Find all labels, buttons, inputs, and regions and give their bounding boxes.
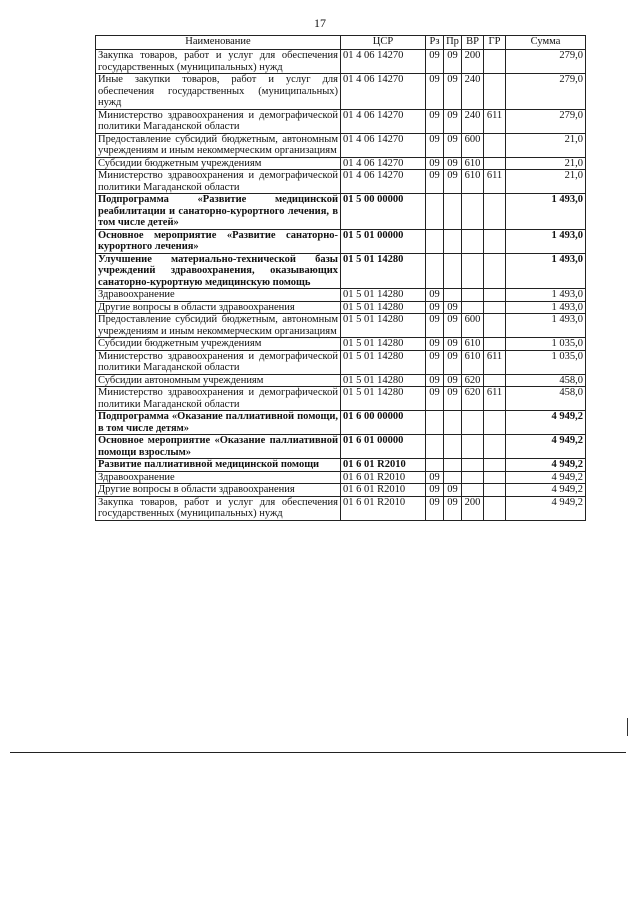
cell-pr: 09 — [444, 496, 462, 520]
cell-sum: 1 493,0 — [506, 314, 586, 338]
cell-rz: 09 — [426, 109, 444, 133]
cell-vr: 620 — [462, 387, 484, 411]
cell-sum: 21,0 — [506, 133, 586, 157]
page-number: 17 — [314, 16, 326, 30]
cell-vr — [462, 411, 484, 435]
cell-pr — [444, 435, 462, 459]
cell-name: Субсидии бюджетным учреждениям — [96, 157, 341, 170]
cell-sum: 458,0 — [506, 387, 586, 411]
cell-vr — [462, 471, 484, 484]
cell-rz — [426, 194, 444, 230]
cell-csr: 01 6 01 00000 — [341, 435, 426, 459]
cell-sum: 1 035,0 — [506, 338, 586, 351]
cell-vr: 610 — [462, 170, 484, 194]
cell-name: Субсидии автономным учреждениям — [96, 374, 341, 387]
table-row — [96, 435, 586, 459]
cell-csr: 01 4 06 14270 — [341, 170, 426, 194]
cell-sum: 4 949,2 — [506, 484, 586, 497]
cell-csr: 01 5 01 14280 — [341, 253, 426, 289]
header-vr: ВР — [462, 36, 484, 50]
cell-sum: 21,0 — [506, 170, 586, 194]
cell-vr: 240 — [462, 74, 484, 110]
cell-pr: 09 — [444, 374, 462, 387]
cell-name: Основное мероприятие «Развитие санаторно-курортного лечения» — [96, 229, 341, 253]
cell-pr — [444, 289, 462, 302]
cell-gr — [484, 194, 506, 230]
cell-vr: 610 — [462, 338, 484, 351]
cell-rz — [426, 435, 444, 459]
table-row — [96, 50, 586, 74]
header-pr: Пр — [444, 36, 462, 50]
cell-gr — [484, 229, 506, 253]
cell-sum: 4 949,2 — [506, 496, 586, 520]
table-row — [96, 301, 586, 314]
cell-sum: 4 949,2 — [506, 459, 586, 472]
cell-sum: 279,0 — [506, 109, 586, 133]
table-row — [96, 170, 586, 194]
cell-csr: 01 4 06 14270 — [341, 50, 426, 74]
cell-name: Развитие паллиативной медицинской помощи — [96, 459, 341, 472]
cell-name: Министерство здравоохранения и демографической политики Магаданской области — [96, 170, 341, 194]
cell-pr — [444, 411, 462, 435]
cell-gr: 611 — [484, 387, 506, 411]
cell-gr — [484, 50, 506, 74]
table-row — [96, 411, 586, 435]
cell-pr — [444, 194, 462, 230]
cell-rz: 09 — [426, 350, 444, 374]
cell-sum: 279,0 — [506, 50, 586, 74]
cell-vr — [462, 253, 484, 289]
cell-vr — [462, 194, 484, 230]
cell-pr: 09 — [444, 74, 462, 110]
table-row — [96, 314, 586, 338]
header-rz: Рз — [426, 36, 444, 50]
cell-gr — [484, 459, 506, 472]
cell-csr: 01 6 01 R2010 — [341, 471, 426, 484]
cell-gr — [484, 471, 506, 484]
table-header-row — [96, 36, 586, 50]
cell-rz: 09 — [426, 314, 444, 338]
cell-gr — [484, 301, 506, 314]
cell-rz: 09 — [426, 170, 444, 194]
cell-sum: 1 493,0 — [506, 253, 586, 289]
table-row — [96, 459, 586, 472]
cell-vr: 240 — [462, 109, 484, 133]
cell-vr: 620 — [462, 374, 484, 387]
cell-vr — [462, 301, 484, 314]
cell-csr: 01 5 01 14280 — [341, 338, 426, 351]
cell-pr: 09 — [444, 133, 462, 157]
table-row — [96, 338, 586, 351]
cell-name: Здравоохранение — [96, 289, 341, 302]
table-row — [96, 471, 586, 484]
cell-sum: 1 493,0 — [506, 194, 586, 230]
cell-csr: 01 5 01 14280 — [341, 289, 426, 302]
table-row — [96, 496, 586, 520]
table-row — [96, 374, 586, 387]
cell-csr: 01 5 01 00000 — [341, 229, 426, 253]
cell-csr: 01 5 01 14280 — [341, 387, 426, 411]
cell-pr: 09 — [444, 387, 462, 411]
cell-csr: 01 5 01 14280 — [341, 374, 426, 387]
cell-csr: 01 4 06 14270 — [341, 109, 426, 133]
cell-pr: 09 — [444, 157, 462, 170]
cell-pr — [444, 253, 462, 289]
cell-rz: 09 — [426, 496, 444, 520]
cell-pr — [444, 229, 462, 253]
cell-vr: 600 — [462, 314, 484, 338]
cell-csr: 01 4 06 14270 — [341, 157, 426, 170]
cell-gr — [484, 133, 506, 157]
cell-rz: 09 — [426, 289, 444, 302]
cell-csr: 01 5 00 00000 — [341, 194, 426, 230]
cell-rz: 09 — [426, 471, 444, 484]
cell-vr — [462, 229, 484, 253]
cell-sum: 1 493,0 — [506, 301, 586, 314]
cell-name: Подпрограмма «Развитие медицинской реабилитации и санаторно-курортного лечения, в том числе детей» — [96, 194, 341, 230]
cell-csr: 01 6 00 00000 — [341, 411, 426, 435]
cell-rz — [426, 459, 444, 472]
cell-sum: 1 493,0 — [506, 229, 586, 253]
cell-pr — [444, 459, 462, 472]
cell-rz: 09 — [426, 387, 444, 411]
budget-table — [95, 35, 586, 521]
cell-name: Предоставление субсидий бюджетным, автономным учреждениям и иным некоммерческим организациям — [96, 314, 341, 338]
cell-gr — [484, 289, 506, 302]
cell-gr: 611 — [484, 109, 506, 133]
header-name: Наименование — [96, 36, 341, 50]
cell-pr — [444, 471, 462, 484]
cell-vr: 610 — [462, 350, 484, 374]
cell-csr: 01 5 01 14280 — [341, 314, 426, 338]
cell-vr — [462, 459, 484, 472]
table-row — [96, 350, 586, 374]
header-gr: ГР — [484, 36, 506, 50]
cell-name: Здравоохранение — [96, 471, 341, 484]
cell-rz: 09 — [426, 484, 444, 497]
cell-name: Основное мероприятие «Оказание паллиативной помощи взрослым» — [96, 435, 341, 459]
cell-csr: 01 6 01 R2010 — [341, 496, 426, 520]
table-row — [96, 253, 586, 289]
cell-rz: 09 — [426, 133, 444, 157]
cell-gr — [484, 496, 506, 520]
footer-divider — [10, 752, 626, 753]
table-row — [96, 229, 586, 253]
cell-name: Иные закупки товаров, работ и услуг для обеспечения государственных (муниципальных) нужд — [96, 74, 341, 110]
cell-gr — [484, 484, 506, 497]
cell-name: Закупка товаров, работ и услуг для обеспечения государственных (муниципальных) нужд — [96, 496, 341, 520]
cell-csr: 01 5 01 14280 — [341, 301, 426, 314]
table-row — [96, 133, 586, 157]
table-row — [96, 387, 586, 411]
cell-name: Предоставление субсидий бюджетным, автономным учреждениям и иным некоммерческим организациям — [96, 133, 341, 157]
cell-rz: 09 — [426, 74, 444, 110]
table-body — [96, 50, 586, 521]
cell-gr — [484, 157, 506, 170]
cell-sum: 1 035,0 — [506, 350, 586, 374]
header-sum: Сумма — [506, 36, 586, 50]
cell-pr: 09 — [444, 314, 462, 338]
cell-vr: 600 — [462, 133, 484, 157]
cell-csr: 01 6 01 R2010 — [341, 484, 426, 497]
cell-name: Закупка товаров, работ и услуг для обеспечения государственных (муниципальных) нужд — [96, 50, 341, 74]
table-row — [96, 484, 586, 497]
cell-gr: 611 — [484, 170, 506, 194]
cell-pr: 09 — [444, 301, 462, 314]
cell-rz: 09 — [426, 338, 444, 351]
cell-gr — [484, 374, 506, 387]
cell-name: Улучшение материально-технической базы учреждений здравоохранения, оказывающих санаторно-курортную медицинскую помощь — [96, 253, 341, 289]
cell-gr — [484, 314, 506, 338]
table-row — [96, 157, 586, 170]
cell-vr: 610 — [462, 157, 484, 170]
cell-sum: 1 493,0 — [506, 289, 586, 302]
cell-csr: 01 4 06 14270 — [341, 74, 426, 110]
cell-rz: 09 — [426, 374, 444, 387]
table-row — [96, 74, 586, 110]
cell-rz — [426, 411, 444, 435]
table-row — [96, 289, 586, 302]
cell-name: Подпрограмма «Оказание паллиативной помощи, в том числе детям» — [96, 411, 341, 435]
table-row — [96, 194, 586, 230]
cell-name: Другие вопросы в области здравоохранения — [96, 484, 341, 497]
cell-name: Министерство здравоохранения и демографической политики Магаданской области — [96, 387, 341, 411]
cell-pr: 09 — [444, 50, 462, 74]
cell-sum: 279,0 — [506, 74, 586, 110]
margin-mark — [627, 718, 628, 736]
cell-sum: 4 949,2 — [506, 471, 586, 484]
cell-vr — [462, 435, 484, 459]
cell-gr — [484, 411, 506, 435]
cell-rz: 09 — [426, 157, 444, 170]
cell-name: Субсидии бюджетным учреждениям — [96, 338, 341, 351]
header-csr: ЦСР — [341, 36, 426, 50]
cell-csr: 01 6 01 R2010 — [341, 459, 426, 472]
cell-sum: 458,0 — [506, 374, 586, 387]
cell-sum: 4 949,2 — [506, 411, 586, 435]
cell-csr: 01 4 06 14270 — [341, 133, 426, 157]
cell-rz — [426, 253, 444, 289]
cell-gr — [484, 435, 506, 459]
cell-gr: 611 — [484, 350, 506, 374]
cell-vr — [462, 289, 484, 302]
cell-pr: 09 — [444, 350, 462, 374]
cell-sum: 4 949,2 — [506, 435, 586, 459]
table-row — [96, 109, 586, 133]
cell-name: Министерство здравоохранения и демографической политики Магаданской области — [96, 109, 341, 133]
cell-pr: 09 — [444, 109, 462, 133]
cell-vr: 200 — [462, 50, 484, 74]
cell-csr: 01 5 01 14280 — [341, 350, 426, 374]
cell-gr — [484, 74, 506, 110]
cell-vr: 200 — [462, 496, 484, 520]
cell-name: Другие вопросы в области здравоохранения — [96, 301, 341, 314]
cell-rz: 09 — [426, 50, 444, 74]
cell-name: Министерство здравоохранения и демографической политики Магаданской области — [96, 350, 341, 374]
cell-rz — [426, 229, 444, 253]
cell-gr — [484, 253, 506, 289]
cell-pr: 09 — [444, 170, 462, 194]
cell-sum: 21,0 — [506, 157, 586, 170]
cell-gr — [484, 338, 506, 351]
cell-rz: 09 — [426, 301, 444, 314]
cell-vr — [462, 484, 484, 497]
cell-pr: 09 — [444, 484, 462, 497]
cell-pr: 09 — [444, 338, 462, 351]
